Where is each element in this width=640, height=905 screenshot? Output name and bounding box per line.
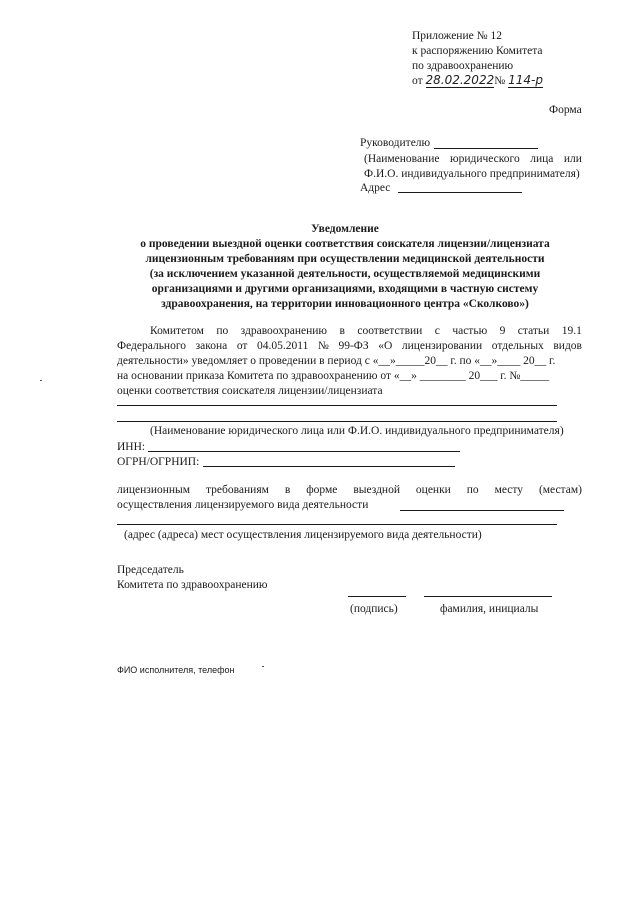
addressee-address-blank: [398, 192, 522, 193]
word: по: [216, 325, 229, 337]
appendix-number: Приложение № 12: [412, 30, 502, 42]
addressee-note-line2: Ф.И.О. индивидуального предпринимателя): [364, 168, 580, 180]
appendix-number-handwritten: 114-р: [508, 73, 543, 87]
body-line1: [150, 324, 582, 338]
signature-blank: [348, 596, 406, 597]
title-line5: организациями и другими организациями, входящими в частную систему: [151, 283, 539, 295]
word: соответствии: [357, 325, 423, 337]
word: Федерального: [117, 340, 187, 352]
appendix-from-label: от: [412, 75, 423, 87]
word: Комитетом: [150, 325, 204, 337]
appendix-date-handwritten: 28.02.2022: [425, 73, 495, 87]
word: (Наименование: [364, 153, 440, 165]
addressee-address-label: Адрес: [360, 182, 391, 194]
appendix-order: к распоряжению Комитета: [412, 45, 543, 57]
org-name-caption: (Наименование юридического лица или Ф.И.О. индивидуального предпринимателя): [150, 425, 564, 437]
body-line5: оценки соответствия соискателя лицензии/лицензиата: [117, 385, 383, 397]
inn-blank: [148, 451, 460, 452]
word: отдельных: [491, 340, 544, 352]
word: видов: [553, 340, 582, 352]
word: от: [236, 340, 248, 352]
word: лица: [530, 153, 554, 165]
word: в: [284, 484, 291, 496]
word: «О: [378, 340, 393, 352]
body-line2: [117, 339, 582, 353]
appendix-date-line: [412, 73, 543, 88]
word: или: [563, 153, 582, 165]
address-caption: (адрес (адреса) мест осуществления лицензируемого вида деятельности): [124, 529, 482, 541]
executor-info: ФИО исполнителя, телефон: [117, 665, 235, 675]
title-line4: (за исключением указанной деятельности, осуществляемой медицинскими: [149, 268, 541, 280]
word: 99-ФЗ: [338, 340, 369, 352]
addressee-note-line1: [364, 152, 582, 166]
word: 19.1: [561, 325, 582, 337]
name-blank: [424, 596, 552, 597]
word: №: [317, 340, 329, 352]
word: требованиям: [206, 484, 269, 496]
word: лицензионным: [117, 484, 191, 496]
word: форме: [306, 484, 338, 496]
word: с: [434, 325, 440, 337]
word: частью: [452, 325, 488, 337]
addressee-head-label: Руководителю: [360, 137, 431, 149]
addressee-head-blank: [434, 148, 538, 149]
word: лицензировании: [401, 340, 483, 352]
word: (местам): [538, 484, 582, 496]
name-caption: фамилия, инициалы: [440, 603, 539, 615]
signature-position: Председатель: [117, 564, 184, 576]
body-line6: [117, 483, 582, 497]
word: месту: [494, 484, 524, 496]
word: в: [339, 325, 345, 337]
word: выездной: [353, 484, 400, 496]
appendix-number-sign: №: [494, 75, 506, 87]
word: по: [466, 484, 479, 496]
inn-label: ИНН:: [117, 441, 146, 453]
body-line4: на основании приказа Комитета по здравоохранению от «__» ________ 20___ г. №_____: [117, 370, 550, 382]
location-blank-2: [117, 524, 557, 525]
org-name-blank-2: [117, 421, 557, 422]
form-label: Форма: [549, 104, 582, 116]
body-line7: осуществления лицензируемого вида деятельности: [117, 499, 369, 511]
location-blank-1: [400, 510, 564, 511]
word: 04.05.2011: [257, 340, 309, 352]
title-line6: здравоохранения, на территории инновационного центра «Сколково»): [161, 298, 529, 310]
appendix-committee: по здравоохранению: [412, 60, 514, 72]
title-notification: Уведомление: [311, 223, 379, 235]
signature-committee: Комитета по здравоохранению: [117, 579, 268, 591]
org-name-blank-1: [117, 405, 557, 406]
title-line2: о проведении выездной оценки соответствия соискателя лицензии/лицензиата: [140, 238, 550, 250]
signature-caption: (подпись): [350, 603, 398, 615]
title-line3: лицензионным требованиям при осуществлении медицинской деятельности: [145, 253, 545, 265]
ogrn-blank: [203, 466, 455, 467]
word: юридического: [450, 153, 520, 165]
word: закона: [195, 340, 228, 352]
word: здравоохранению: [240, 325, 328, 337]
word: статьи: [517, 325, 550, 337]
body-line3: деятельности» уведомляет о проведении в период с «__»_____20__ г. по «__»____ 20__ г.: [117, 355, 556, 367]
word: оценки: [415, 484, 451, 496]
word: 9: [499, 325, 506, 337]
scan-speck: [40, 380, 42, 381]
scan-speck: [262, 666, 264, 667]
ogrn-label: ОГРН/ОГРНИП:: [117, 456, 200, 468]
